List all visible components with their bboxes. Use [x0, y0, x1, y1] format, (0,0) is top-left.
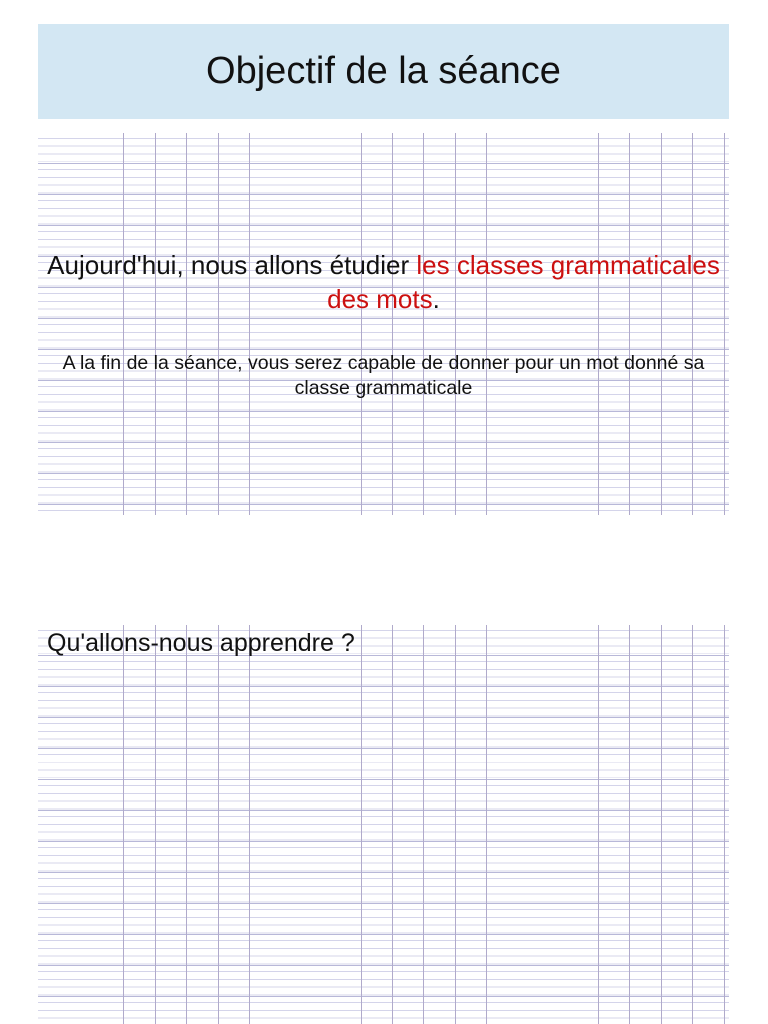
ruling-line	[186, 625, 187, 1024]
ruling-line	[629, 625, 630, 1024]
lined-paper-learning	[38, 625, 729, 1024]
ruling-line	[155, 625, 156, 1024]
page-title: Objectif de la séance	[206, 50, 561, 92]
ruling-line	[361, 133, 362, 515]
ruling-line	[155, 133, 156, 515]
ruling-line	[123, 625, 124, 1024]
objective-intro: Aujourd'hui, nous allons étudier	[47, 250, 417, 280]
ruling-line	[392, 625, 393, 1024]
ruling-line	[629, 133, 630, 515]
ruling-line	[455, 133, 456, 515]
ruling-line	[724, 625, 725, 1024]
title-banner	[38, 24, 729, 119]
ruling-line	[392, 133, 393, 515]
ruling-line	[486, 625, 487, 1024]
section-question: Qu'allons-nous apprendre ?	[47, 629, 355, 657]
ruling-line	[661, 625, 662, 1024]
objective-highlight: les classes grammaticales des mots	[327, 250, 720, 314]
ruling-line	[123, 133, 124, 515]
lined-paper-objective	[38, 133, 729, 515]
ruling-line	[361, 625, 362, 1024]
ruling-line	[249, 133, 250, 515]
objective-outcome: A la fin de la séance, vous serez capable de donner pour un mot donné sa classe grammaticale	[62, 352, 705, 399]
ruling-line	[598, 625, 599, 1024]
ruling-line	[423, 133, 424, 515]
ruling-line	[186, 133, 187, 515]
objective-statement	[38, 248, 729, 316]
ruling-line	[218, 625, 219, 1024]
ruling-line	[423, 625, 424, 1024]
ruling-line	[486, 133, 487, 515]
ruling-line	[249, 625, 250, 1024]
objective-end: .	[432, 284, 440, 314]
ruling-line	[724, 133, 725, 515]
ruling-line	[661, 133, 662, 515]
ruling-line	[692, 133, 693, 515]
ruling-line	[692, 625, 693, 1024]
ruling-line	[218, 133, 219, 515]
ruling-line	[598, 133, 599, 515]
ruling-line	[455, 625, 456, 1024]
